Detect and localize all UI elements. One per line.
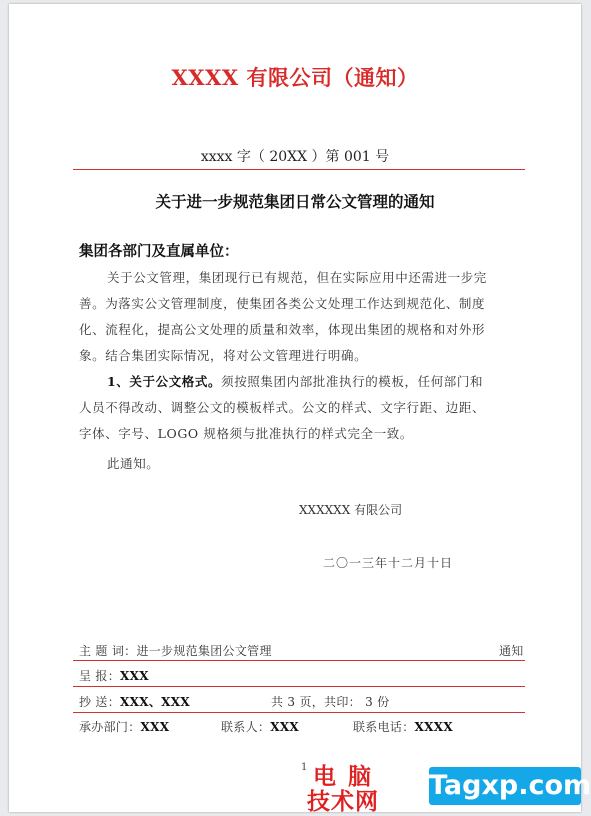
footer-divider-red xyxy=(73,660,525,661)
phone-value: XXXX xyxy=(414,720,453,734)
page-number: 1 xyxy=(301,762,308,773)
document-subject: 关于进一步规范集团日常公文管理的通知 xyxy=(155,193,435,211)
report-value: XXX xyxy=(120,669,149,683)
signature-date: 二〇一三年十二月十日 xyxy=(323,556,454,570)
contact-label: 联系人： xyxy=(221,720,271,734)
cc-value: XXX、XXX xyxy=(120,695,190,709)
dept-value: XXX xyxy=(140,720,170,734)
paragraph-line: 关于公文管理，集团现行已有规范，但在实际应用中还需进一步完 xyxy=(107,270,487,285)
report-label: 呈 报： xyxy=(79,669,121,683)
closing-text: 此通知。 xyxy=(107,456,160,471)
pages-info: 共 3 页，共印： 3 份 xyxy=(271,695,390,709)
phone-label: 联系电话： xyxy=(353,720,415,734)
watermark-site: Tagxp.com xyxy=(429,770,591,801)
footer-contact xyxy=(221,718,299,735)
paragraph-line: 人员不得改动、调整公文的模板样式。公文的样式、文字行距、边距、 xyxy=(79,400,486,415)
signature-company: XXXXXX 有限公司 xyxy=(299,503,403,517)
document-number: xxxx 字（ 20XX ）第 001 号 xyxy=(200,149,390,165)
document-title: XXXX 有限公司（通知） xyxy=(171,65,419,90)
footer-divider-red xyxy=(73,712,525,713)
footer-cc-row xyxy=(79,693,190,710)
contact-value: XXX xyxy=(270,720,300,734)
paragraph-line: 象。结合集团实际情况，将对公文管理进行明确。 xyxy=(79,348,368,363)
keywords-label: 主 题 词： xyxy=(79,644,137,658)
footer-phone xyxy=(353,718,453,735)
document-page xyxy=(9,4,591,812)
cc-label: 抄 送： xyxy=(79,695,121,709)
salutation: 集团各部门及直属单位： xyxy=(79,244,239,260)
paragraph-line: 化、流程化，提高公文处理的质量和效率，体现出集团的规格和对外形 xyxy=(79,322,486,337)
point1-text: 须按照集团内部批准执行的模板，任何部门和 xyxy=(221,374,484,389)
point1-line xyxy=(107,372,483,390)
title-divider-red xyxy=(73,169,525,170)
footer-dept xyxy=(79,718,169,735)
dept-label: 承办部门： xyxy=(79,720,141,734)
keywords-type: 通知 xyxy=(499,644,524,658)
keywords-value: 进一步规范集团公文管理 xyxy=(136,644,272,658)
footer-keywords-row xyxy=(79,642,272,659)
watermark-text-1: 电 脑 xyxy=(313,764,374,790)
paragraph-line: 善。为落实公文管理制度，使集团各类公文处理工作达到规范化、制度 xyxy=(79,296,486,311)
point1-heading: 1、关于公文格式。 xyxy=(107,374,222,389)
footer-report-row xyxy=(79,667,149,684)
watermark-text-2: 技术网 xyxy=(307,789,379,815)
footer-divider-red xyxy=(73,686,525,687)
paragraph-line: 字体、字号、LOGO 规格须与批准执行的样式完全一致。 xyxy=(79,426,413,441)
